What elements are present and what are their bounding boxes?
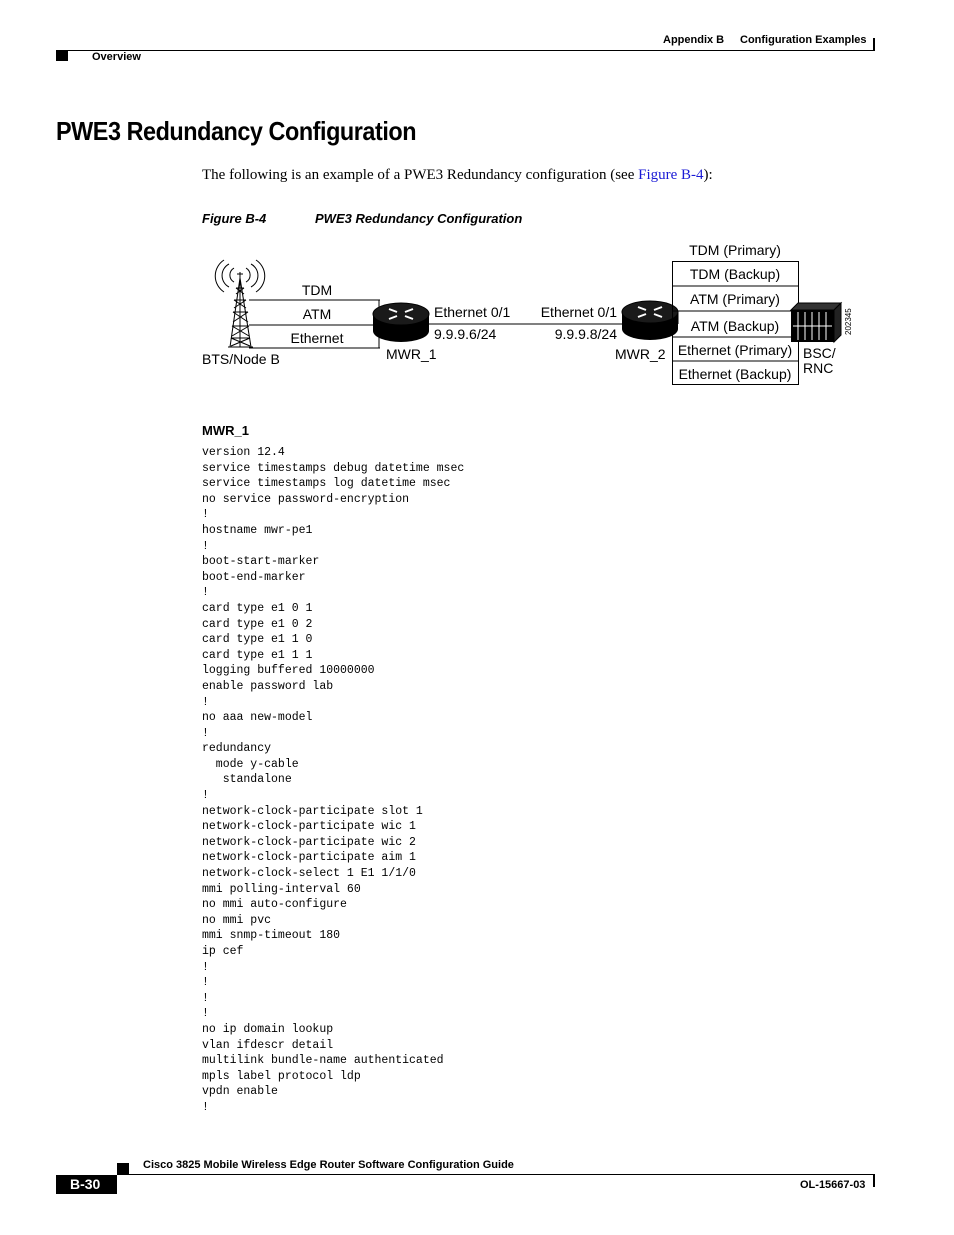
mwr1-label: MWR_1 bbox=[386, 346, 437, 362]
intro-text-after: ): bbox=[703, 167, 713, 183]
right-link-atm-backup: ATM (Backup) bbox=[690, 318, 780, 334]
right-link-tdm-backup: TDM (Backup) bbox=[689, 266, 781, 282]
figure-id: 202345 bbox=[844, 308, 853, 335]
bsc-label-line1: BSC/ bbox=[803, 345, 836, 361]
router-mwr1-icon bbox=[373, 303, 429, 342]
footer-rule bbox=[117, 1174, 874, 1175]
router-mwr2-icon bbox=[622, 301, 678, 340]
network-diagram bbox=[0, 0, 954, 410]
header-chapter: Configuration Examples bbox=[740, 34, 867, 46]
figure-caption: PWE3 Redundancy Configuration bbox=[315, 211, 523, 226]
right-link-ethernet-backup: Ethernet (Backup) bbox=[678, 366, 792, 382]
left-link-ethernet: Ethernet bbox=[290, 330, 344, 346]
page-number-badge bbox=[56, 1175, 117, 1194]
mwr1-port-label: Ethernet 0/1 bbox=[434, 304, 511, 320]
right-link-atm-primary: ATM (Primary) bbox=[690, 291, 780, 307]
mwr2-ip-label: 9.9.9.8/24 bbox=[554, 326, 617, 342]
page-title: PWE3 Redundancy Configuration bbox=[56, 116, 417, 146]
intro-text-before: The following is an example of a PWE3 Redundancy configuration (see bbox=[202, 167, 639, 183]
bsc-rnc-rack-icon bbox=[791, 303, 841, 342]
page-number: B-30 bbox=[70, 1176, 101, 1192]
footer-right-tick bbox=[873, 1174, 875, 1187]
mwr2-label: MWR_2 bbox=[615, 346, 666, 362]
mwr2-port-label: Ethernet 0/1 bbox=[540, 304, 617, 320]
footer-guide-title: Cisco 3825 Mobile Wireless Edge Router Software Configuration Guide bbox=[143, 1159, 514, 1171]
config-listing: version 12.4 service timestamps debug datetime msec service timestamps log datetime msec no service password-encryption ! hostname mwr-pe1 ! boot-start-marker boot-end-marker ! card type e1 0 1 card type e1 0 2 card type e1 1 0 card type e1 1 1 logging buffered 10000000 enable password lab ! no aaa new-model ! redundancy mode y-cable standalone ! network-clock-participate slot 1 network-clock-participate wic 1 network-clock-participate wic 2 network-clock-participate aim 1 network-clock-select 1 E1 1/1/0 mmi polling-interval 60 no mmi auto-configure no mmi pvc mmi snmp-timeout 180 ip cef ! ! ! ! no ip domain lookup vlan ifdescr detail multilink bundle-name authenticated mpls label protocol ldp vpdn enable ! bbox=[202, 446, 465, 1114]
left-link-atm: ATM bbox=[302, 306, 332, 322]
right-link-tdm-primary: TDM (Primary) bbox=[689, 242, 781, 258]
figure-number: Figure B-4 bbox=[202, 211, 267, 226]
config-subheading: MWR_1 bbox=[202, 423, 249, 438]
figure-link[interactable]: Figure B-4 bbox=[638, 167, 704, 183]
right-link-ethernet-primary: Ethernet (Primary) bbox=[677, 342, 793, 358]
header-section: Overview bbox=[92, 51, 141, 63]
bts-tower-icon bbox=[215, 260, 265, 347]
bsc-label-line2: RNC bbox=[803, 360, 834, 376]
footer-doc-id: OL-15667-03 bbox=[800, 1179, 866, 1191]
mwr1-ip-label: 9.9.9.6/24 bbox=[434, 326, 497, 342]
header-appendix: Appendix B bbox=[663, 34, 725, 46]
left-link-tdm: TDM bbox=[301, 282, 333, 298]
footer-marker bbox=[117, 1163, 129, 1174]
bts-label: BTS/Node B bbox=[202, 351, 280, 367]
